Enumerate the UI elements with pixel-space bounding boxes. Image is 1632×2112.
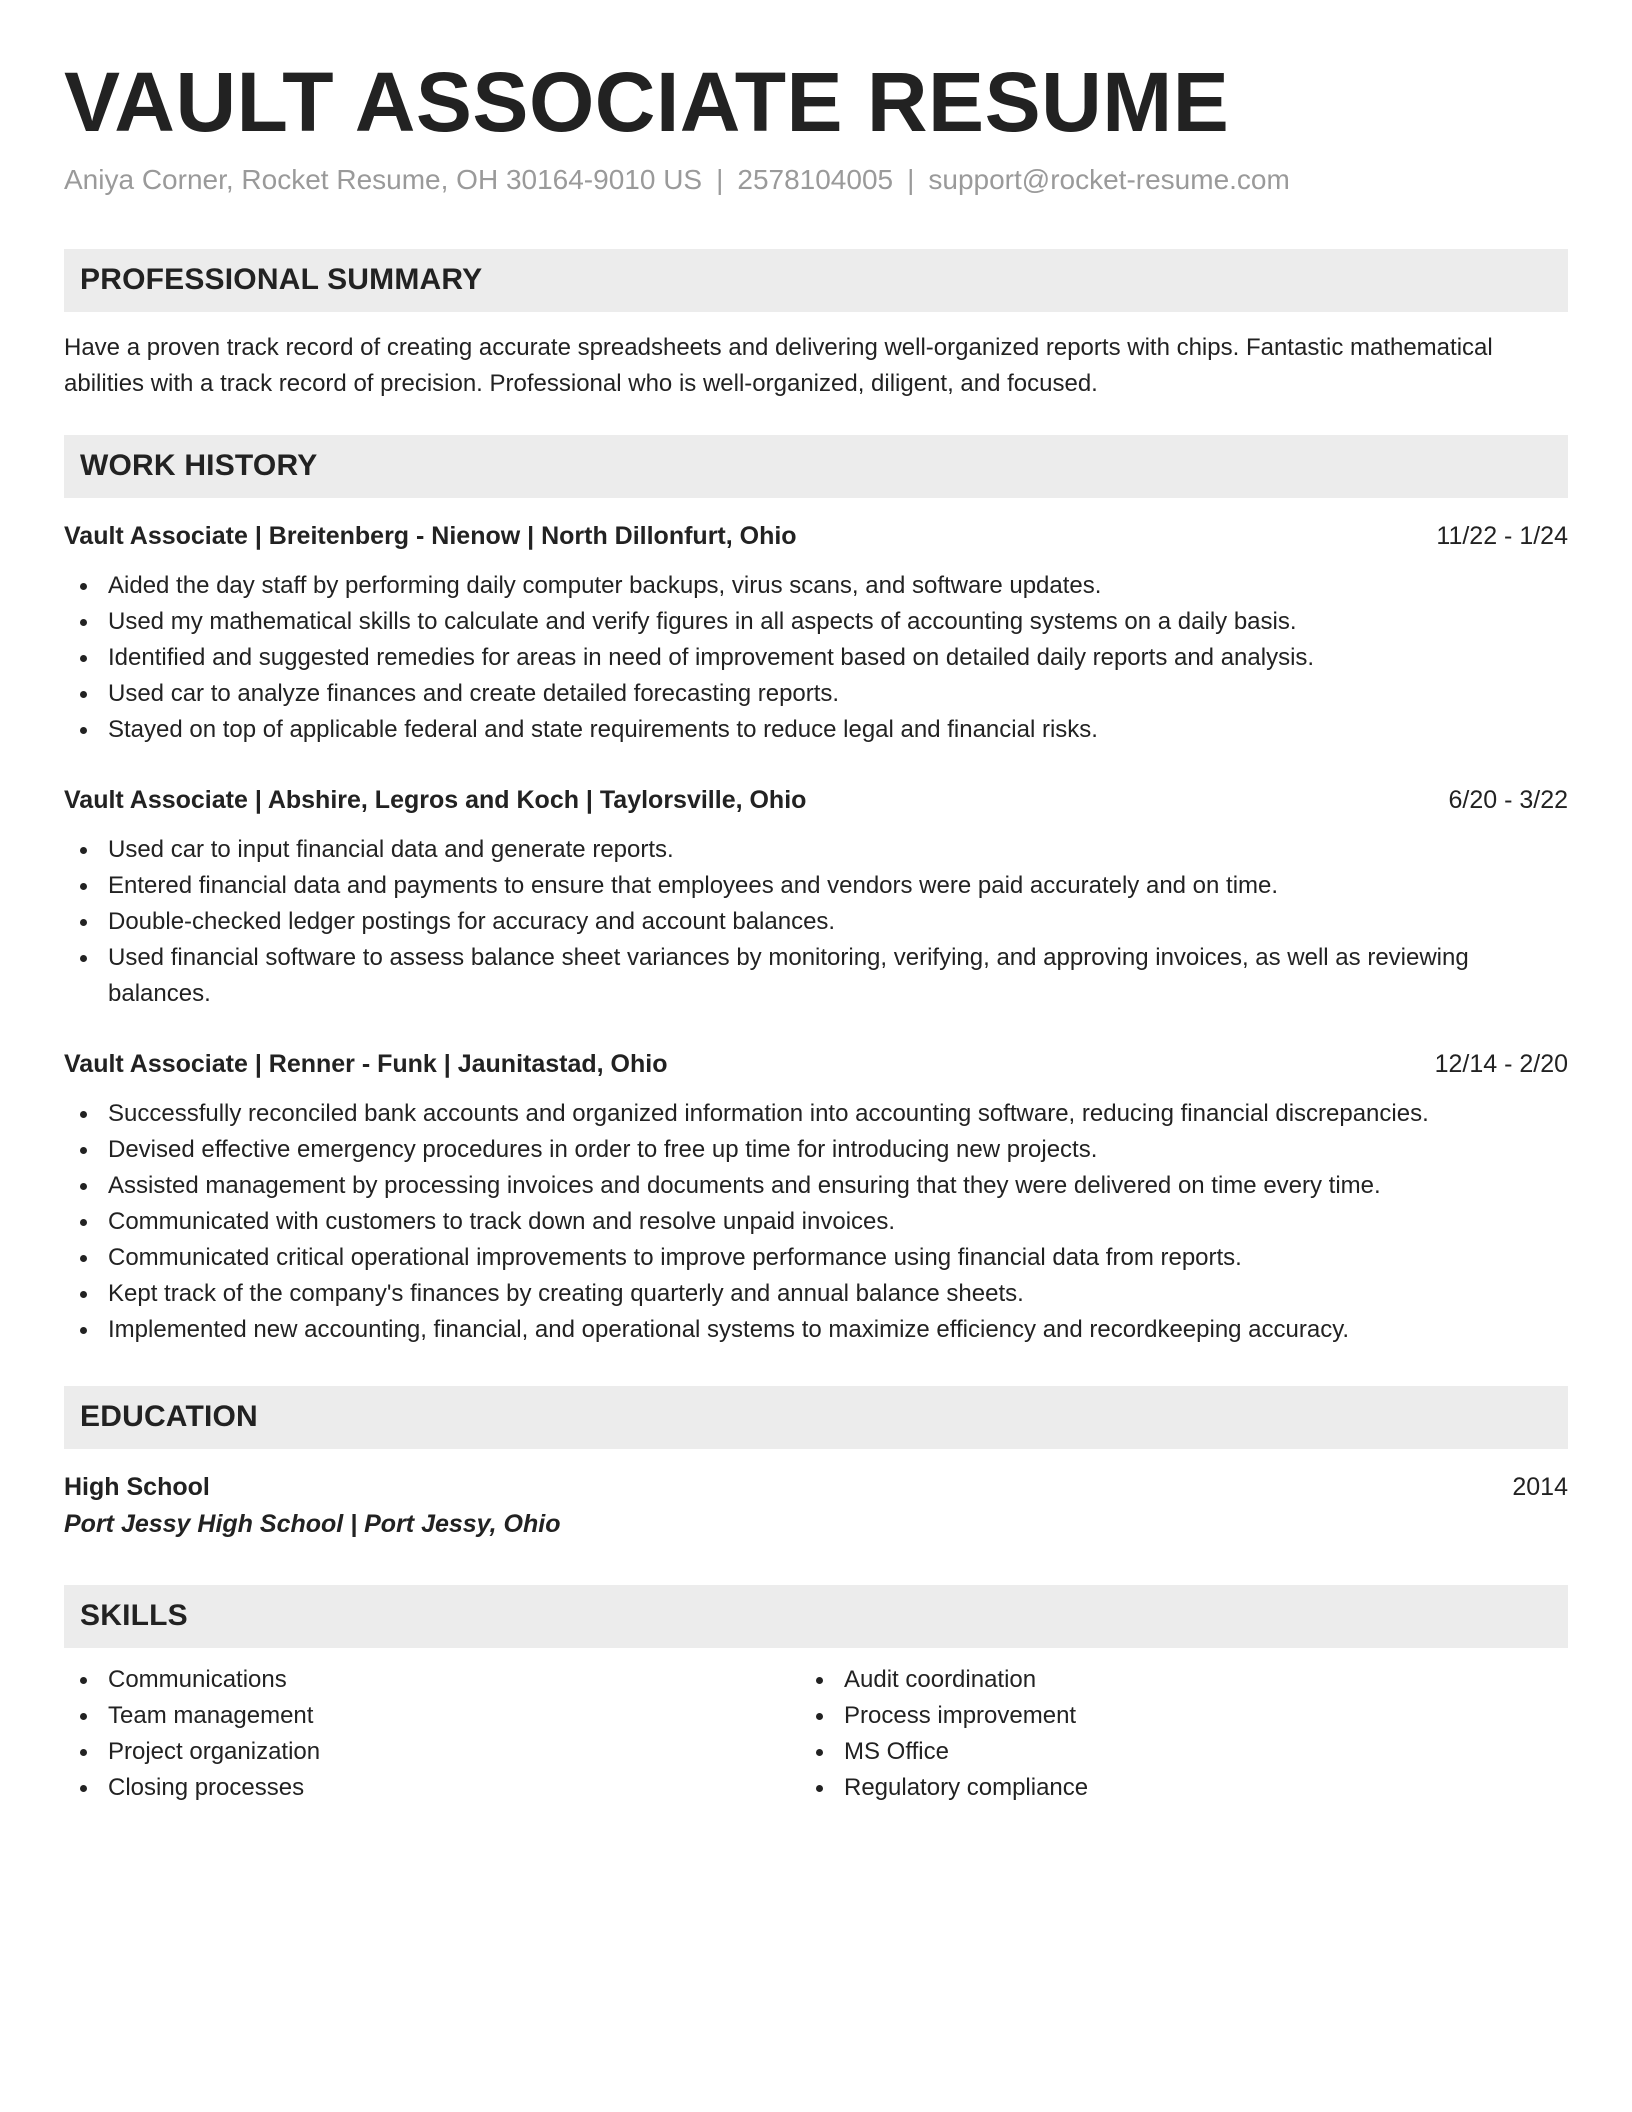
list-item [64,1312,1568,1348]
skill-text: Project organization [108,1737,321,1765]
skill-text: Regulatory compliance [844,1773,1089,1801]
bullet-icon [80,583,87,590]
bullet-icon [80,619,87,626]
job-dates: 6/20 - 3/22 [1448,785,1568,814]
list-item [800,1698,1536,1734]
list-item [64,868,1568,904]
bullet-text: Used my mathematical skills to calculate and verify figures in all aspects of accounting systems on a daily basis. [108,607,1297,635]
list-item [64,1734,800,1770]
bullet-icon [80,655,87,662]
bullet-icon [80,727,87,734]
list-item [64,1698,800,1734]
job-title: Vault Associate | Renner - Funk | Jaunitastad, Ohio [64,1049,668,1078]
list-item [64,1096,1568,1132]
bullet-icon [80,1147,87,1154]
list-item [64,1132,1568,1168]
job-entry [64,782,1568,1012]
bullet-text: Entered financial data and payments to ensure that employees and vendors were paid accurately and on time. [108,871,1279,899]
bullet-icon [80,847,87,854]
bullet-text: Successfully reconciled bank accounts and organized information into accounting software, reducing financial discrepancies. [108,1099,1429,1127]
bullet-icon [80,1785,87,1792]
bullet-icon [80,1677,87,1684]
list-item [800,1662,1536,1698]
contact-address: Aniya Corner, Rocket Resume, OH 30164-9010 US [64,164,703,196]
skill-text: Audit coordination [844,1665,1037,1693]
job-header [64,518,1568,554]
bullet-icon [80,1291,87,1298]
skills-list [64,1662,800,1806]
contact-phone: 2578104005 [737,164,894,196]
bullet-text: Communicated with customers to track down and resolve unpaid invoices. [108,1207,896,1235]
skill-text: Closing processes [108,1773,305,1801]
list-item [800,1770,1536,1806]
list-item [64,568,1568,604]
education-degree: High School [64,1472,210,1501]
list-item [64,832,1568,868]
skill-text: Process improvement [844,1701,1077,1729]
bullet-icon [80,1183,87,1190]
section-header-summary: PROFESSIONAL SUMMARY [64,249,1568,312]
bullet-text: Used car to input financial data and generate reports. [108,835,674,863]
bullet-text: Kept track of the company's finances by creating quarterly and annual balance sheets. [108,1279,1024,1307]
section-header-work-history: WORK HISTORY [64,435,1568,498]
bullet-icon [80,919,87,926]
list-item [64,712,1568,748]
summary-text: Have a proven track record of creating accurate spreadsheets and delivering well-organized reports with chips. Fantastic mathematical abilities with a track record of precision. Professional who is well-organized, diligent, and focused. [64,333,1493,397]
bullet-text: Assisted management by processing invoices and documents and ensuring that they were delivered on time every time. [108,1171,1381,1199]
section-header-skills: SKILLS [64,1585,1568,1648]
list-item [64,940,1568,1012]
job-title: Vault Associate | Breitenberg - Nienow | North Dillonfurt, Ohio [64,521,797,550]
contact-line [64,162,1568,198]
list-item [64,604,1568,640]
bullet-icon [80,691,87,698]
education-year: 2014 [1512,1472,1568,1501]
education-entry [64,1469,1568,1543]
bullet-icon [816,1785,823,1792]
bullet-text: Double-checked ledger postings for accuracy and account balances. [108,907,836,935]
bullet-text: Implemented new accounting, financial, and operational systems to maximize efficiency and recordkeeping accuracy. [108,1315,1350,1343]
contact-separator: | [907,164,915,196]
list-item [64,1204,1568,1240]
bullet-icon [80,955,87,962]
list-item [64,1770,800,1806]
list-item [64,1168,1568,1204]
resume-title: VAULT ASSOCIATE RESUME [64,55,1230,149]
list-item [64,676,1568,712]
skills-column-right [800,1662,1536,1806]
bullet-text: Aided the day staff by performing daily computer backups, virus scans, and software updates. [108,571,1102,599]
list-item [64,1662,800,1698]
job-title: Vault Associate | Abshire, Legros and Koch | Taylorsville, Ohio [64,785,807,814]
skill-text: Communications [108,1665,287,1693]
bullet-text: Communicated critical operational improvements to improve performance using financial data from reports. [108,1243,1242,1271]
contact-separator: | [716,164,724,196]
skill-text: Team management [108,1701,314,1729]
list-item [64,1276,1568,1312]
job-header [64,1046,1568,1082]
job-dates: 11/22 - 1/24 [1436,521,1568,550]
bullet-text: Stayed on top of applicable federal and state requirements to reduce legal and financial risks. [108,715,1098,743]
list-item [64,640,1568,676]
job-bullets [64,1096,1568,1348]
bullet-icon [80,1713,87,1720]
bullet-icon [80,1111,87,1118]
list-item [800,1734,1536,1770]
job-header [64,782,1568,818]
job-bullets [64,568,1568,748]
job-dates: 12/14 - 2/20 [1434,1049,1568,1078]
list-item [64,1240,1568,1276]
bullet-icon [80,1327,87,1334]
bullet-text: Devised effective emergency procedures in order to free up time for introducing new projects. [108,1135,1098,1163]
job-bullets [64,832,1568,1012]
education-header [64,1469,1568,1505]
skills-grid [64,1662,1568,1806]
bullet-icon [80,1219,87,1226]
bullet-icon [816,1677,823,1684]
bullet-text: Identified and suggested remedies for areas in need of improvement based on detailed daily reports and analysis. [108,643,1315,671]
bullet-icon [80,1749,87,1756]
bullet-text: Used car to analyze finances and create detailed forecasting reports. [108,679,840,707]
bullet-icon [80,883,87,890]
job-entry [64,1046,1568,1348]
bullet-icon [816,1713,823,1720]
skill-text: MS Office [844,1737,949,1765]
skills-list [800,1662,1536,1806]
section-header-education: EDUCATION [64,1386,1568,1449]
bullet-icon [816,1749,823,1756]
list-item [64,904,1568,940]
skills-column-left [64,1662,800,1806]
bullet-text: Used financial software to assess balance sheet variances by monitoring, verifying, and approving invoices, as well as reviewing balances. [108,943,1469,1007]
education-school: Port Jessy High School | Port Jessy, Ohio [64,1509,561,1538]
contact-email: support@rocket-resume.com [928,164,1290,196]
job-entry [64,518,1568,748]
bullet-icon [80,1255,87,1262]
